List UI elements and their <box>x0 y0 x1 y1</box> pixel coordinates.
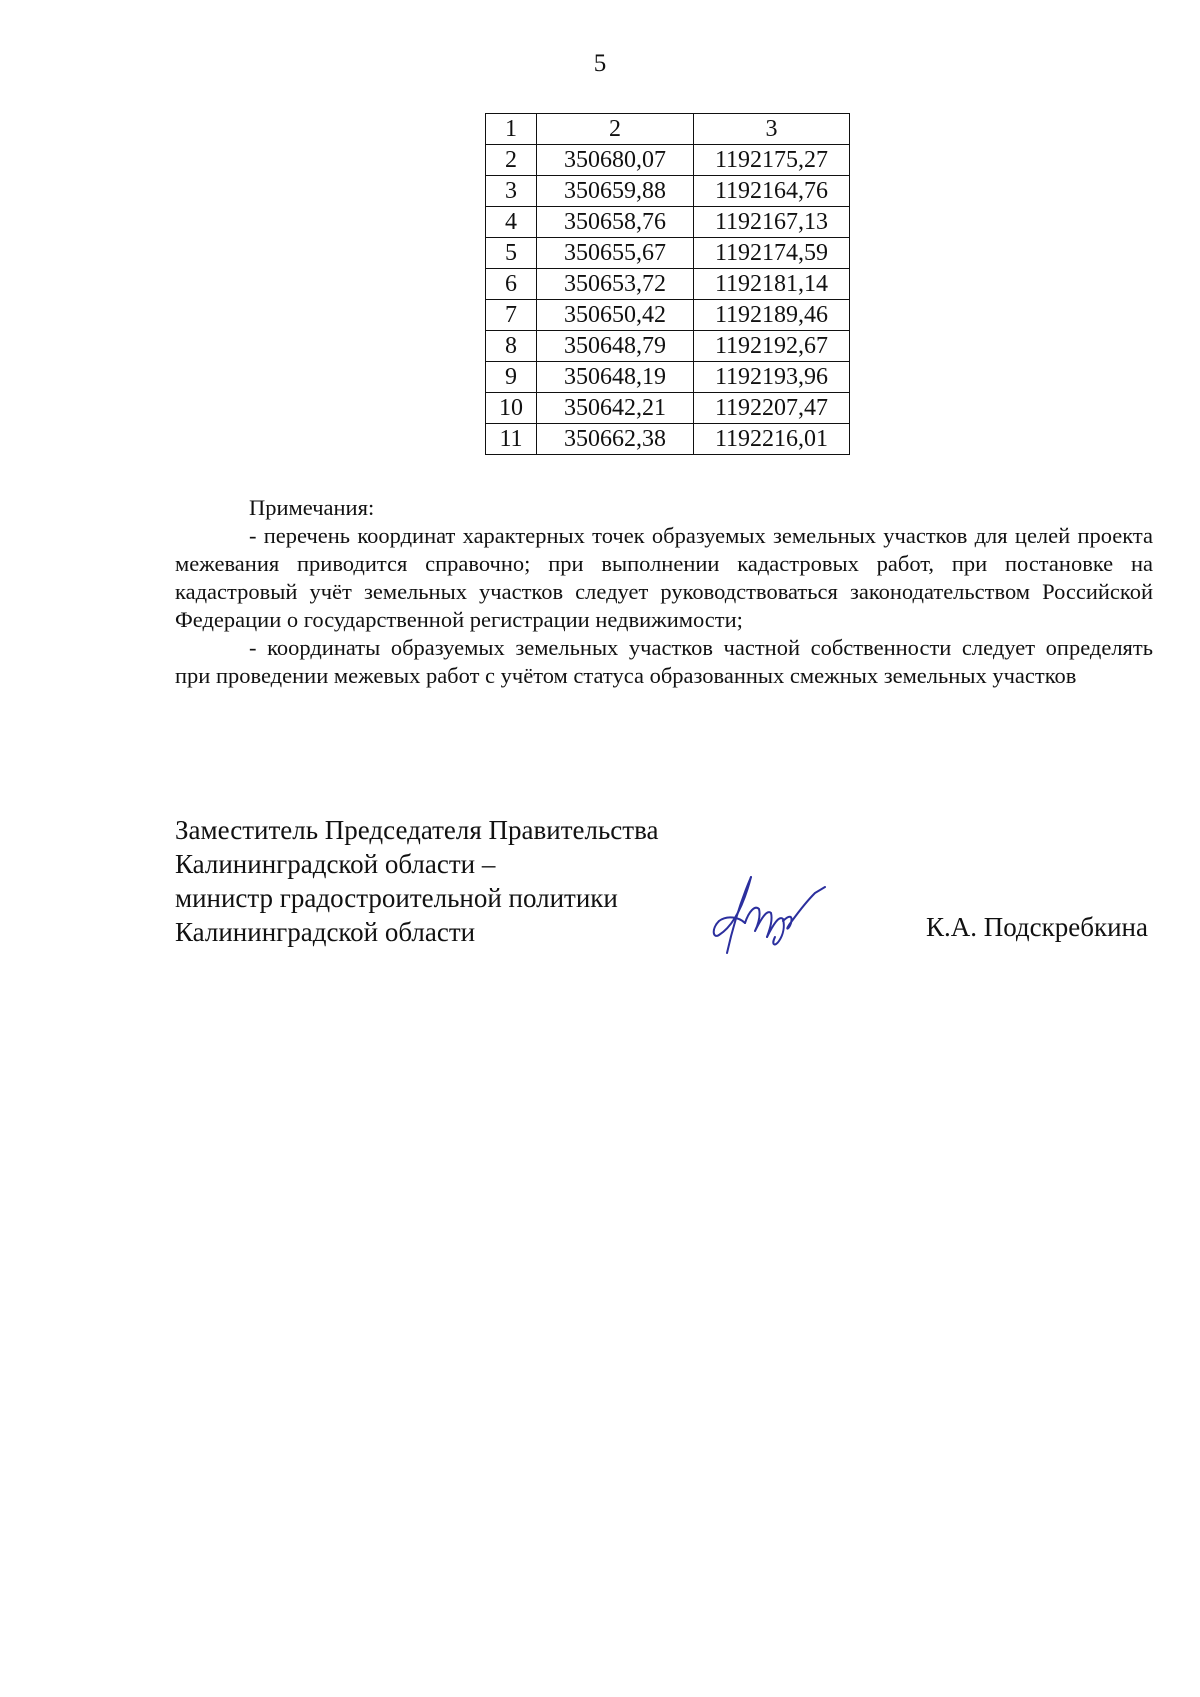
handwritten-signature <box>705 865 830 965</box>
signer-name: К.А. Подскребкина <box>925 912 1148 942</box>
table-cell: 4 <box>486 207 537 238</box>
table-cell: 7 <box>486 300 537 331</box>
table-cell: 350658,76 <box>537 207 694 238</box>
table-cell: 350648,79 <box>537 331 694 362</box>
table-header-cell: 2 <box>537 114 694 145</box>
table-cell: 1192216,01 <box>694 424 850 455</box>
table-cell: 2 <box>486 145 537 176</box>
table-row <box>486 300 850 331</box>
table-header-row <box>486 114 850 145</box>
table-cell: 350655,67 <box>537 238 694 269</box>
table-row <box>486 424 850 455</box>
table-cell: 1192174,59 <box>694 238 850 269</box>
note-item: - перечень координат характерных точек образуемых земельных участков для целей проекта межевания приводится справочно; при выполнении кадастровых работ, при постановке на кадастровый учёт земельных участков следует руководствоваться законодательством Российской Федерации о государственной регистрации недвижимости; <box>175 523 1153 632</box>
table-row <box>486 362 850 393</box>
table-cell: 1192167,13 <box>694 207 850 238</box>
table-cell: 1192181,14 <box>694 269 850 300</box>
table-cell: 350650,42 <box>537 300 694 331</box>
signature-icon <box>705 865 830 960</box>
table-row <box>486 145 850 176</box>
table-cell: 350680,07 <box>537 145 694 176</box>
table-cell: 11 <box>486 424 537 455</box>
table-row <box>486 207 850 238</box>
table-cell: 350659,88 <box>537 176 694 207</box>
table-row <box>486 393 850 424</box>
signer-position-line: Калининградской области <box>175 917 476 947</box>
table-cell: 1192192,67 <box>694 331 850 362</box>
signer-position-line: Заместитель Председателя Правительства <box>175 815 659 845</box>
table-row <box>486 238 850 269</box>
table-cell: 350642,21 <box>537 393 694 424</box>
table-cell: 1192175,27 <box>694 145 850 176</box>
table-cell: 1192193,96 <box>694 362 850 393</box>
table-cell: 3 <box>486 176 537 207</box>
signer-position-line: Калининградской области – <box>175 849 496 879</box>
page-number: 5 <box>593 50 607 77</box>
table-cell: 350662,38 <box>537 424 694 455</box>
table-cell: 1192189,46 <box>694 300 850 331</box>
table-cell: 5 <box>486 238 537 269</box>
notes-section <box>175 494 1153 690</box>
table-cell: 1192164,76 <box>694 176 850 207</box>
table-cell: 1192207,47 <box>694 393 850 424</box>
table-row <box>486 331 850 362</box>
notes-title: Примечания: <box>249 495 375 520</box>
coordinates-table <box>485 113 850 455</box>
table-header-cell: 1 <box>486 114 537 145</box>
note-item: - координаты образуемых земельных участков частной собственности следует определять при проведении межевых работ с учётом статуса образованных смежных земельных участков <box>175 635 1153 688</box>
signer-position-line: министр градостроительной политики <box>175 883 618 913</box>
table-cell: 6 <box>486 269 537 300</box>
table-row <box>486 176 850 207</box>
table-cell: 10 <box>486 393 537 424</box>
table-cell: 350653,72 <box>537 269 694 300</box>
signer-position <box>175 813 658 949</box>
table-cell: 350648,19 <box>537 362 694 393</box>
table-row <box>486 269 850 300</box>
table-cell: 9 <box>486 362 537 393</box>
table-header-cell: 3 <box>694 114 850 145</box>
table-cell: 8 <box>486 331 537 362</box>
